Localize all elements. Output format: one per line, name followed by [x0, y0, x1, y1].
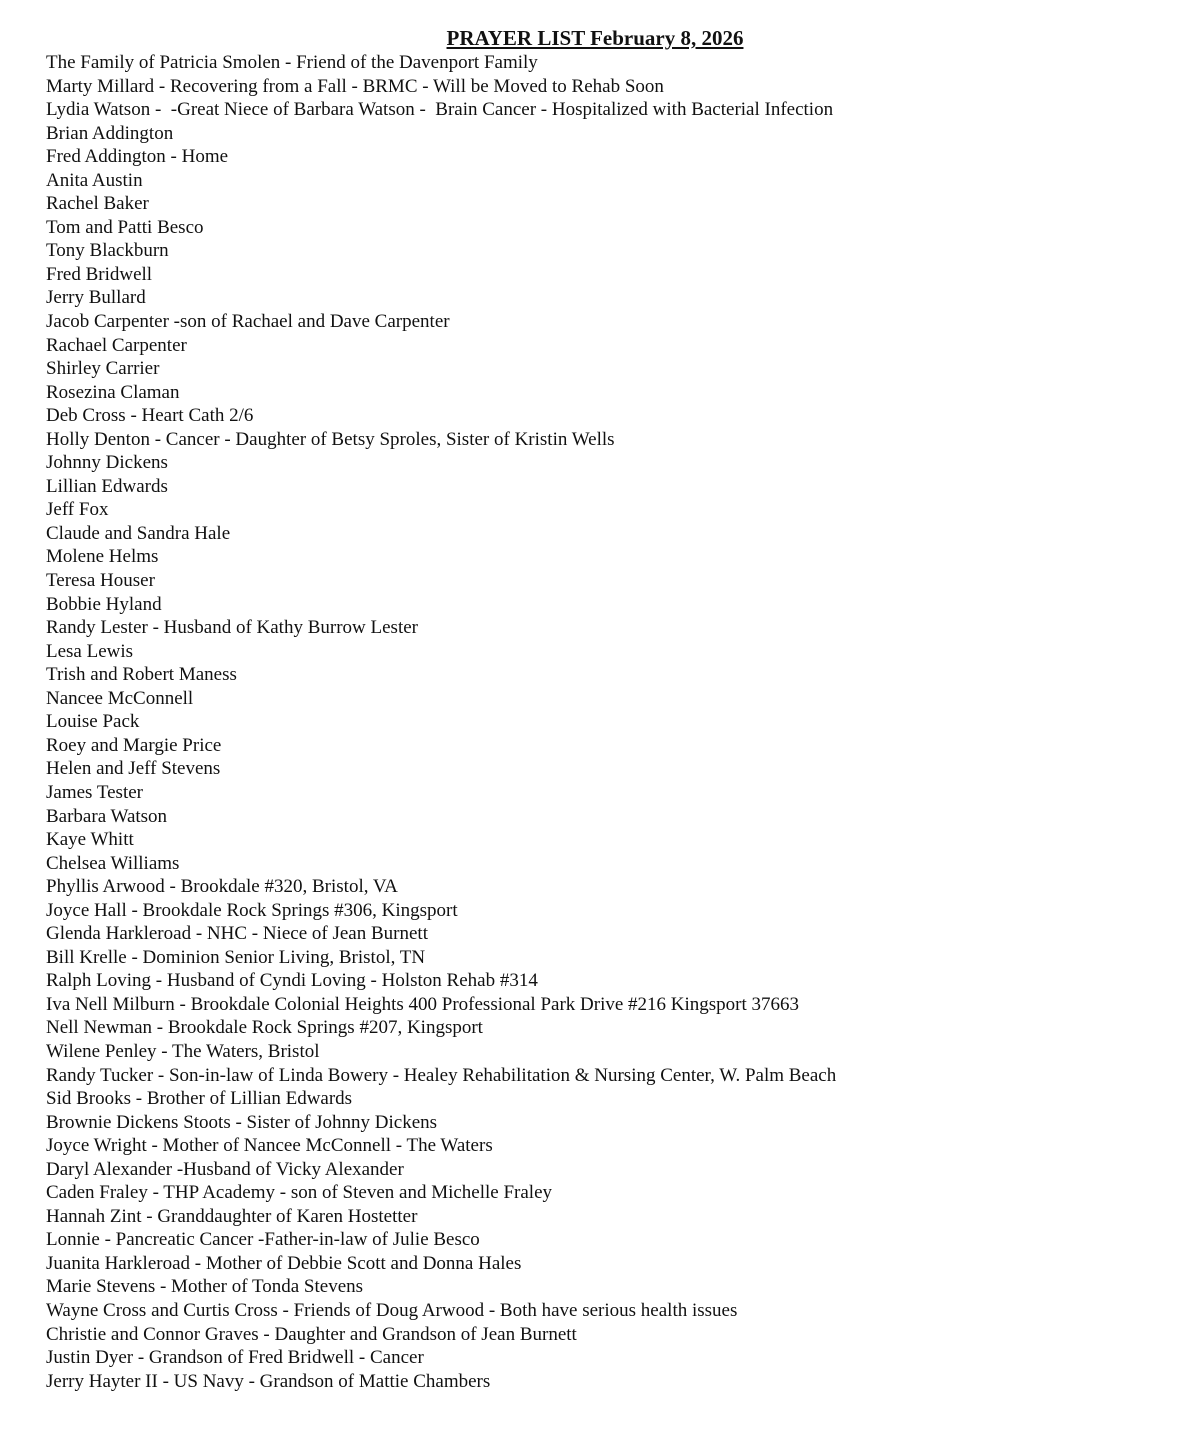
prayer-entry: Sid Brooks - Brother of Lillian Edwards	[46, 1088, 353, 1110]
prayer-entry: Chelsea Williams	[46, 852, 180, 874]
prayer-entry: Marty Millard - Recovering from a Fall - BRMC - Will be Moved to Rehab Soon	[46, 75, 664, 97]
prayer-entry: Hannah Zint - Granddaughter of Karen Hostetter	[46, 1205, 418, 1227]
prayer-entry: Holly Denton - Cancer - Daughter of Betsy Sproles, Sister of Kristin Wells	[46, 428, 615, 450]
prayer-entry: Lonnie - Pancreatic Cancer -Father-in-law of Julie Besco	[46, 1229, 480, 1251]
prayer-entry-list	[46, 51, 836, 1393]
prayer-entry: Lillian Edwards	[46, 475, 168, 497]
prayer-entry: The Family of Patricia Smolen - Friend of the Davenport Family	[46, 52, 538, 73]
prayer-entry: Helen and Jeff Stevens	[46, 758, 221, 780]
prayer-entry: Nancee McConnell	[46, 687, 194, 709]
prayer-entry: Randy Tucker - Son-in-law of Linda Bowery - Healey Rehabilitation & Nursing Center, W. Palm Beach	[46, 1064, 837, 1086]
prayer-entry: Brian Addington	[46, 122, 174, 144]
prayer-entry: Daryl Alexander -Husband of Vicky Alexander	[46, 1158, 404, 1180]
prayer-entry: Joyce Wright - Mother of Nancee McConnell - The Waters	[46, 1135, 493, 1157]
prayer-entry: Randy Lester - Husband of Kathy Burrow Lester	[46, 617, 418, 639]
prayer-entry: Juanita Harkleroad - Mother of Debbie Scott and Donna Hales	[46, 1252, 522, 1274]
prayer-entry: Rosezina Claman	[46, 381, 180, 403]
prayer-entry: Molene Helms	[46, 546, 159, 568]
prayer-entry: Johnny Dickens	[46, 452, 168, 474]
prayer-entry: Shirley Carrier	[46, 358, 160, 380]
prayer-entry: Lydia Watson - -Great Niece of Barbara Watson - Brain Cancer - Hospitalized with Bacterial Infection	[46, 99, 834, 121]
prayer-entry: Louise Pack	[46, 711, 140, 733]
prayer-entry: Wayne Cross and Curtis Cross - Friends of Doug Arwood - Both have serious health issues	[46, 1299, 738, 1321]
prayer-entry: Jerry Hayter II - US Navy - Grandson of Mattie Chambers	[46, 1370, 491, 1392]
prayer-entry: Jacob Carpenter -son of Rachael and Dave Carpenter	[46, 311, 450, 333]
prayer-entry: Glenda Harkleroad - NHC - Niece of Jean Burnett	[46, 923, 428, 945]
prayer-entry: Jerry Bullard	[46, 287, 146, 309]
prayer-entry: Barbara Watson	[46, 805, 168, 827]
prayer-entry: Rachael Carpenter	[46, 334, 187, 356]
prayer-entry: Bobbie Hyland	[46, 593, 162, 615]
prayer-entry: Iva Nell Milburn - Brookdale Colonial Heights 400 Professional Park Drive #216 Kingsport 37663	[46, 993, 800, 1015]
prayer-entry: Roey and Margie Price	[46, 734, 222, 756]
prayer-entry: Anita Austin	[46, 169, 143, 191]
prayer-entry: Rachel Baker	[46, 193, 149, 215]
prayer-entry: Tony Blackburn	[46, 240, 169, 262]
prayer-entry: Tom and Patti Besco	[46, 216, 204, 238]
prayer-entry: Brownie Dickens Stoots - Sister of Johnny Dickens	[46, 1111, 438, 1133]
prayer-entry: Trish and Robert Maness	[46, 664, 237, 686]
prayer-entry: Claude and Sandra Hale	[46, 522, 231, 544]
prayer-entry: Kaye Whitt	[46, 829, 134, 851]
prayer-entry: Fred Addington - Home	[46, 146, 229, 168]
prayer-entry: Jeff Fox	[46, 499, 109, 521]
prayer-entry: Marie Stevens - Mother of Tonda Stevens	[46, 1276, 364, 1298]
prayer-entry: Caden Fraley - THP Academy - son of Steven and Michelle Fraley	[46, 1182, 553, 1204]
prayer-entry: Bill Krelle - Dominion Senior Living, Bristol, TN	[46, 946, 426, 968]
prayer-entry: Nell Newman - Brookdale Rock Springs #207, Kingsport	[46, 1017, 483, 1039]
prayer-entry: Joyce Hall - Brookdale Rock Springs #306, Kingsport	[46, 899, 458, 921]
prayer-entry: Lesa Lewis	[46, 640, 134, 662]
prayer-entry: James Tester	[46, 781, 143, 803]
prayer-entry: Wilene Penley - The Waters, Bristol	[46, 1040, 320, 1062]
prayer-entry: Deb Cross - Heart Cath 2/6	[46, 405, 254, 427]
prayer-entry: Teresa Houser	[46, 570, 155, 592]
prayer-entry: Fred Bridwell	[46, 263, 153, 285]
page-title: PRAYER LIST February 8, 2026	[446, 26, 744, 50]
prayer-entry: Ralph Loving - Husband of Cyndi Loving - Holston Rehab #314	[46, 970, 538, 992]
prayer-entry: Justin Dyer - Grandson of Fred Bridwell - Cancer	[46, 1347, 424, 1369]
prayer-entry: Phyllis Arwood - Brookdale #320, Bristol, VA	[46, 876, 398, 898]
prayer-entry: Christie and Connor Graves - Daughter and Grandson of Jean Burnett	[46, 1323, 577, 1345]
